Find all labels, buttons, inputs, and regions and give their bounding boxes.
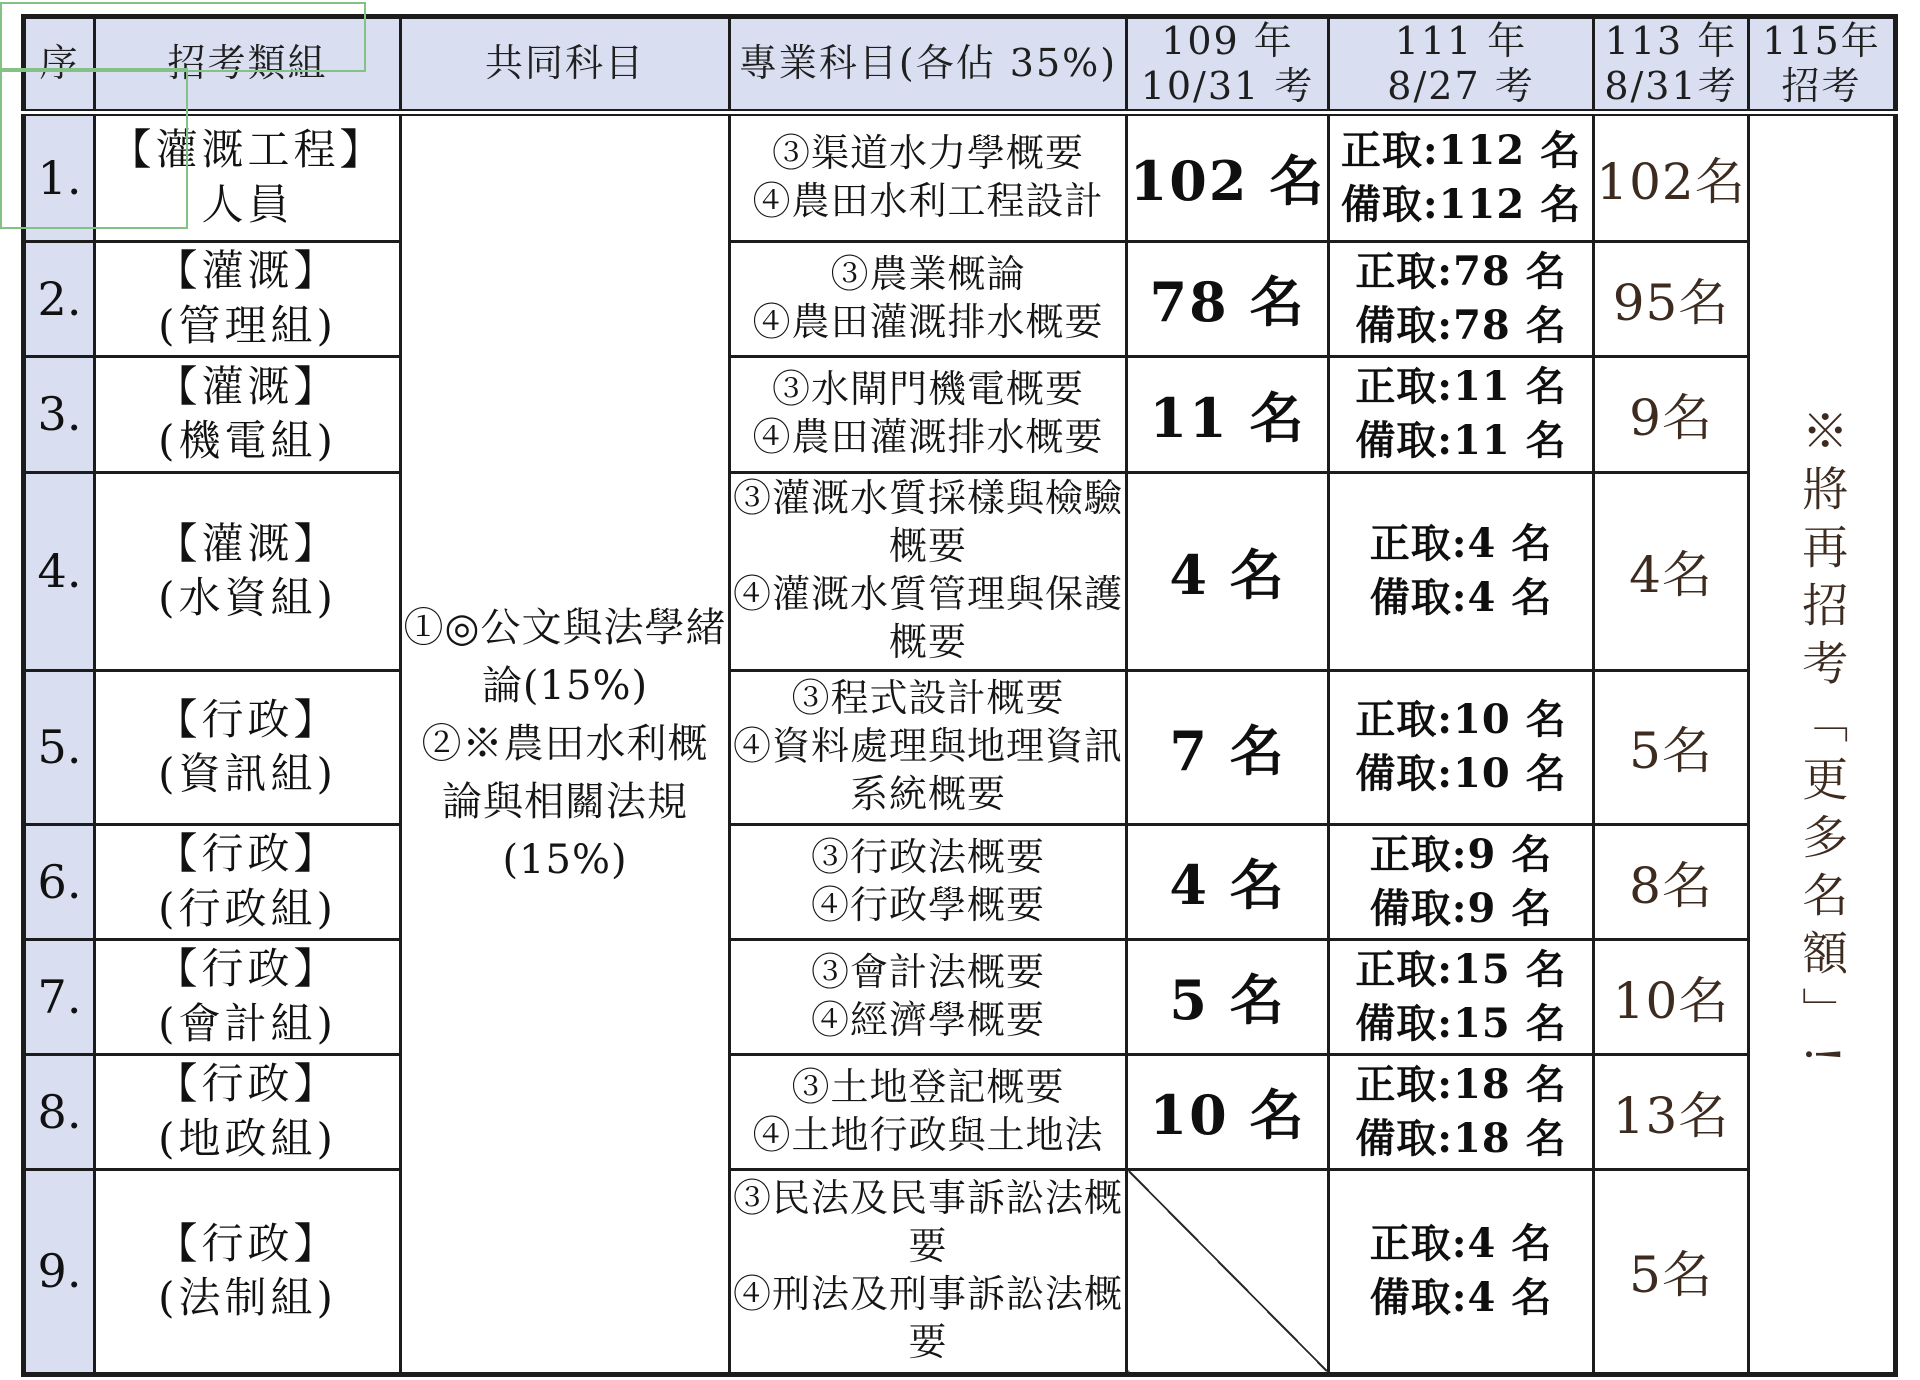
quota-111-main: 正取:10 名 [1355,696,1567,744]
professional-subject-4: ④農田灌溉排水概要 [752,415,1104,460]
quota-109-empty-diagonal [1127,1169,1329,1374]
professional-subject-4: ④刑法及刑事訴訟法概要 [732,1272,1123,1365]
quota-113: 9名 [1594,356,1749,472]
quota-111 [1329,1054,1594,1169]
row-category [95,1054,401,1169]
quota-111-alt: 備取:11 名 [1355,417,1567,465]
row-professional [730,1054,1127,1169]
quota-111-alt: 備取:10 名 [1355,750,1567,798]
common-subject-2: ②※農田水利概論與相關法規(15%) [421,720,709,883]
row-seq: 2. [24,241,95,356]
header-year-113 [1594,17,1749,113]
quota-113: 13名 [1594,1054,1749,1169]
table-row [24,939,1896,1054]
table-row [24,112,1896,241]
recruit-115-note: ※將再招考「更多名額」! [1795,407,1850,1076]
row-professional [730,112,1127,241]
quota-111 [1329,824,1594,939]
row-category [95,939,401,1054]
quota-113: 8名 [1594,824,1749,939]
header-year-109-line2: 10/31 考 [1140,63,1315,108]
category-line2: (法制組) [158,1273,337,1323]
header-common-subjects: 共同科目 [401,17,730,113]
category-line1: 【灌溉】 [155,246,340,296]
category-line1: 【行政】 [155,1059,340,1109]
professional-subject-3: ③土地登記概要 [791,1064,1065,1109]
category-line1: 【灌溉】 [155,518,340,568]
professional-subject-3: ③程式設計概要 [791,676,1065,721]
quota-111-alt: 備取:4 名 [1369,1274,1553,1322]
row-category [95,824,401,939]
row-professional [730,1169,1127,1374]
header-row [24,17,1896,113]
professional-subject-4: ④行政學概要 [810,882,1045,927]
category-line1: 【行政】 [155,1218,340,1268]
header-year-113-line2: 8/31考 [1604,63,1738,108]
row-category [95,1169,401,1374]
professional-subject-3: ③會計法概要 [810,949,1045,994]
category-line2: (管理組) [158,300,337,350]
category-line2: (資訊組) [158,749,337,799]
quota-113: 4名 [1594,472,1749,670]
quota-109: 11 名 [1127,356,1329,472]
quota-111 [1329,472,1594,670]
quota-111 [1329,356,1594,472]
professional-subject-3: ③農業概論 [830,251,1026,296]
professional-subject-4: ④土地行政與土地法 [752,1112,1104,1157]
quota-111 [1329,1169,1594,1374]
quota-111 [1329,241,1594,356]
professional-subject-3: ③民法及民事訴訟法概要 [732,1176,1123,1269]
professional-subject-4: ④農田灌溉排水概要 [752,299,1104,344]
row-category [95,670,401,824]
row-seq: 3. [24,356,95,472]
table-row [24,824,1896,939]
quota-113: 5名 [1594,670,1749,824]
table-row [24,670,1896,824]
quota-111-alt: 備取:9 名 [1369,884,1553,932]
row-professional [730,241,1127,356]
quota-111-main: 正取:4 名 [1369,1220,1553,1268]
quota-111-main: 正取:112 名 [1340,126,1582,174]
quota-109: 102 名 [1127,112,1329,241]
quota-111-alt: 備取:112 名 [1340,180,1582,228]
quota-111-main: 正取:4 名 [1369,520,1553,568]
header-professional-subjects: 專業科目(各佔 35%) [730,17,1127,113]
quota-111-alt: 備取:15 名 [1355,999,1567,1047]
recruitment-exam-table [21,14,1898,1377]
row-seq: 7. [24,939,95,1054]
quota-111-alt: 備取:18 名 [1355,1114,1567,1162]
quota-111-alt: 備取:4 名 [1369,574,1553,622]
professional-subject-4: ④灌溉水質管理與保護概要 [732,572,1123,665]
quota-109: 10 名 [1127,1054,1329,1169]
quota-111-alt: 備取:78 名 [1355,301,1567,349]
row-seq: 4. [24,472,95,670]
row-professional [730,356,1127,472]
row-professional [730,670,1127,824]
header-year-111-line1: 111 年 [1394,19,1528,63]
table-row [24,356,1896,472]
row-seq: 6. [24,824,95,939]
professional-subject-3: ③灌溉水質採樣與檢驗概要 [732,476,1123,569]
table-row [24,1169,1896,1374]
header-year-111-line2: 8/27 考 [1387,63,1535,108]
professional-subject-3: ③渠道水力學概要 [771,130,1084,175]
quota-111-main: 正取:9 名 [1369,830,1553,878]
row-professional [730,939,1127,1054]
quota-109: 7 名 [1127,670,1329,824]
row-category [95,472,401,670]
category-line2: 人員 [201,179,294,229]
quota-113: 10名 [1594,939,1749,1054]
quota-111-main: 正取:11 名 [1355,363,1567,411]
quota-109: 78 名 [1127,241,1329,356]
row-seq: 1. [24,112,95,241]
table-row [24,241,1896,356]
quota-111-main: 正取:78 名 [1355,247,1567,295]
quota-109: 4 名 [1127,472,1329,670]
quota-109: 4 名 [1127,824,1329,939]
row-professional [730,824,1127,939]
header-year-113-line1: 113 年 [1604,19,1738,63]
quota-111 [1329,112,1594,241]
quota-111-main: 正取:15 名 [1355,945,1567,993]
quota-109: 5 名 [1127,939,1329,1054]
row-seq: 5. [24,670,95,824]
quota-111 [1329,939,1594,1054]
quota-111 [1329,670,1594,824]
quota-113: 102名 [1594,112,1749,241]
header-year-111 [1329,17,1594,113]
header-year-115-line1: 115年 [1762,19,1881,63]
category-line1: 【行政】 [155,694,340,744]
row-category [95,112,401,241]
table-row [24,1054,1896,1169]
recruit-115-cell [1749,112,1896,1374]
category-line2: (機電組) [158,416,337,466]
row-seq: 9. [24,1169,95,1374]
category-line1: 【灌溉工程】 [109,125,386,175]
quota-111-main: 正取:18 名 [1355,1060,1567,1108]
header-year-115-line2: 招考 [1781,63,1862,108]
category-line2: (會計組) [158,998,337,1048]
row-seq: 8. [24,1054,95,1169]
table-row [24,472,1896,670]
category-line1: 【行政】 [155,944,340,994]
professional-subject-3: ③水閘門機電概要 [771,367,1084,412]
header-category: 招考類組 [95,17,401,113]
header-year-115 [1749,17,1896,113]
common-subject-1: ①◎公文與法學緒論(15%) [403,604,727,709]
header-seq: 序 [24,17,95,113]
header-year-109-line1: 109 年 [1161,19,1294,63]
quota-113: 95名 [1594,241,1749,356]
professional-subject-4: ④資料處理與地理資訊系統概要 [732,724,1123,817]
category-line1: 【行政】 [155,829,340,879]
category-line2: (地政組) [158,1113,337,1163]
common-subjects-cell [401,112,730,1374]
row-category [95,356,401,472]
category-line1: 【灌溉】 [155,361,340,411]
professional-subject-4: ④農田水利工程設計 [752,178,1104,223]
category-line2: (水資組) [158,573,337,623]
professional-subject-3: ③行政法概要 [810,834,1045,879]
quota-113: 5名 [1594,1169,1749,1374]
row-category [95,241,401,356]
row-professional [730,472,1127,670]
header-year-109 [1127,17,1329,113]
professional-subject-4: ④經濟學概要 [810,997,1045,1042]
category-line2: (行政組) [158,883,337,933]
